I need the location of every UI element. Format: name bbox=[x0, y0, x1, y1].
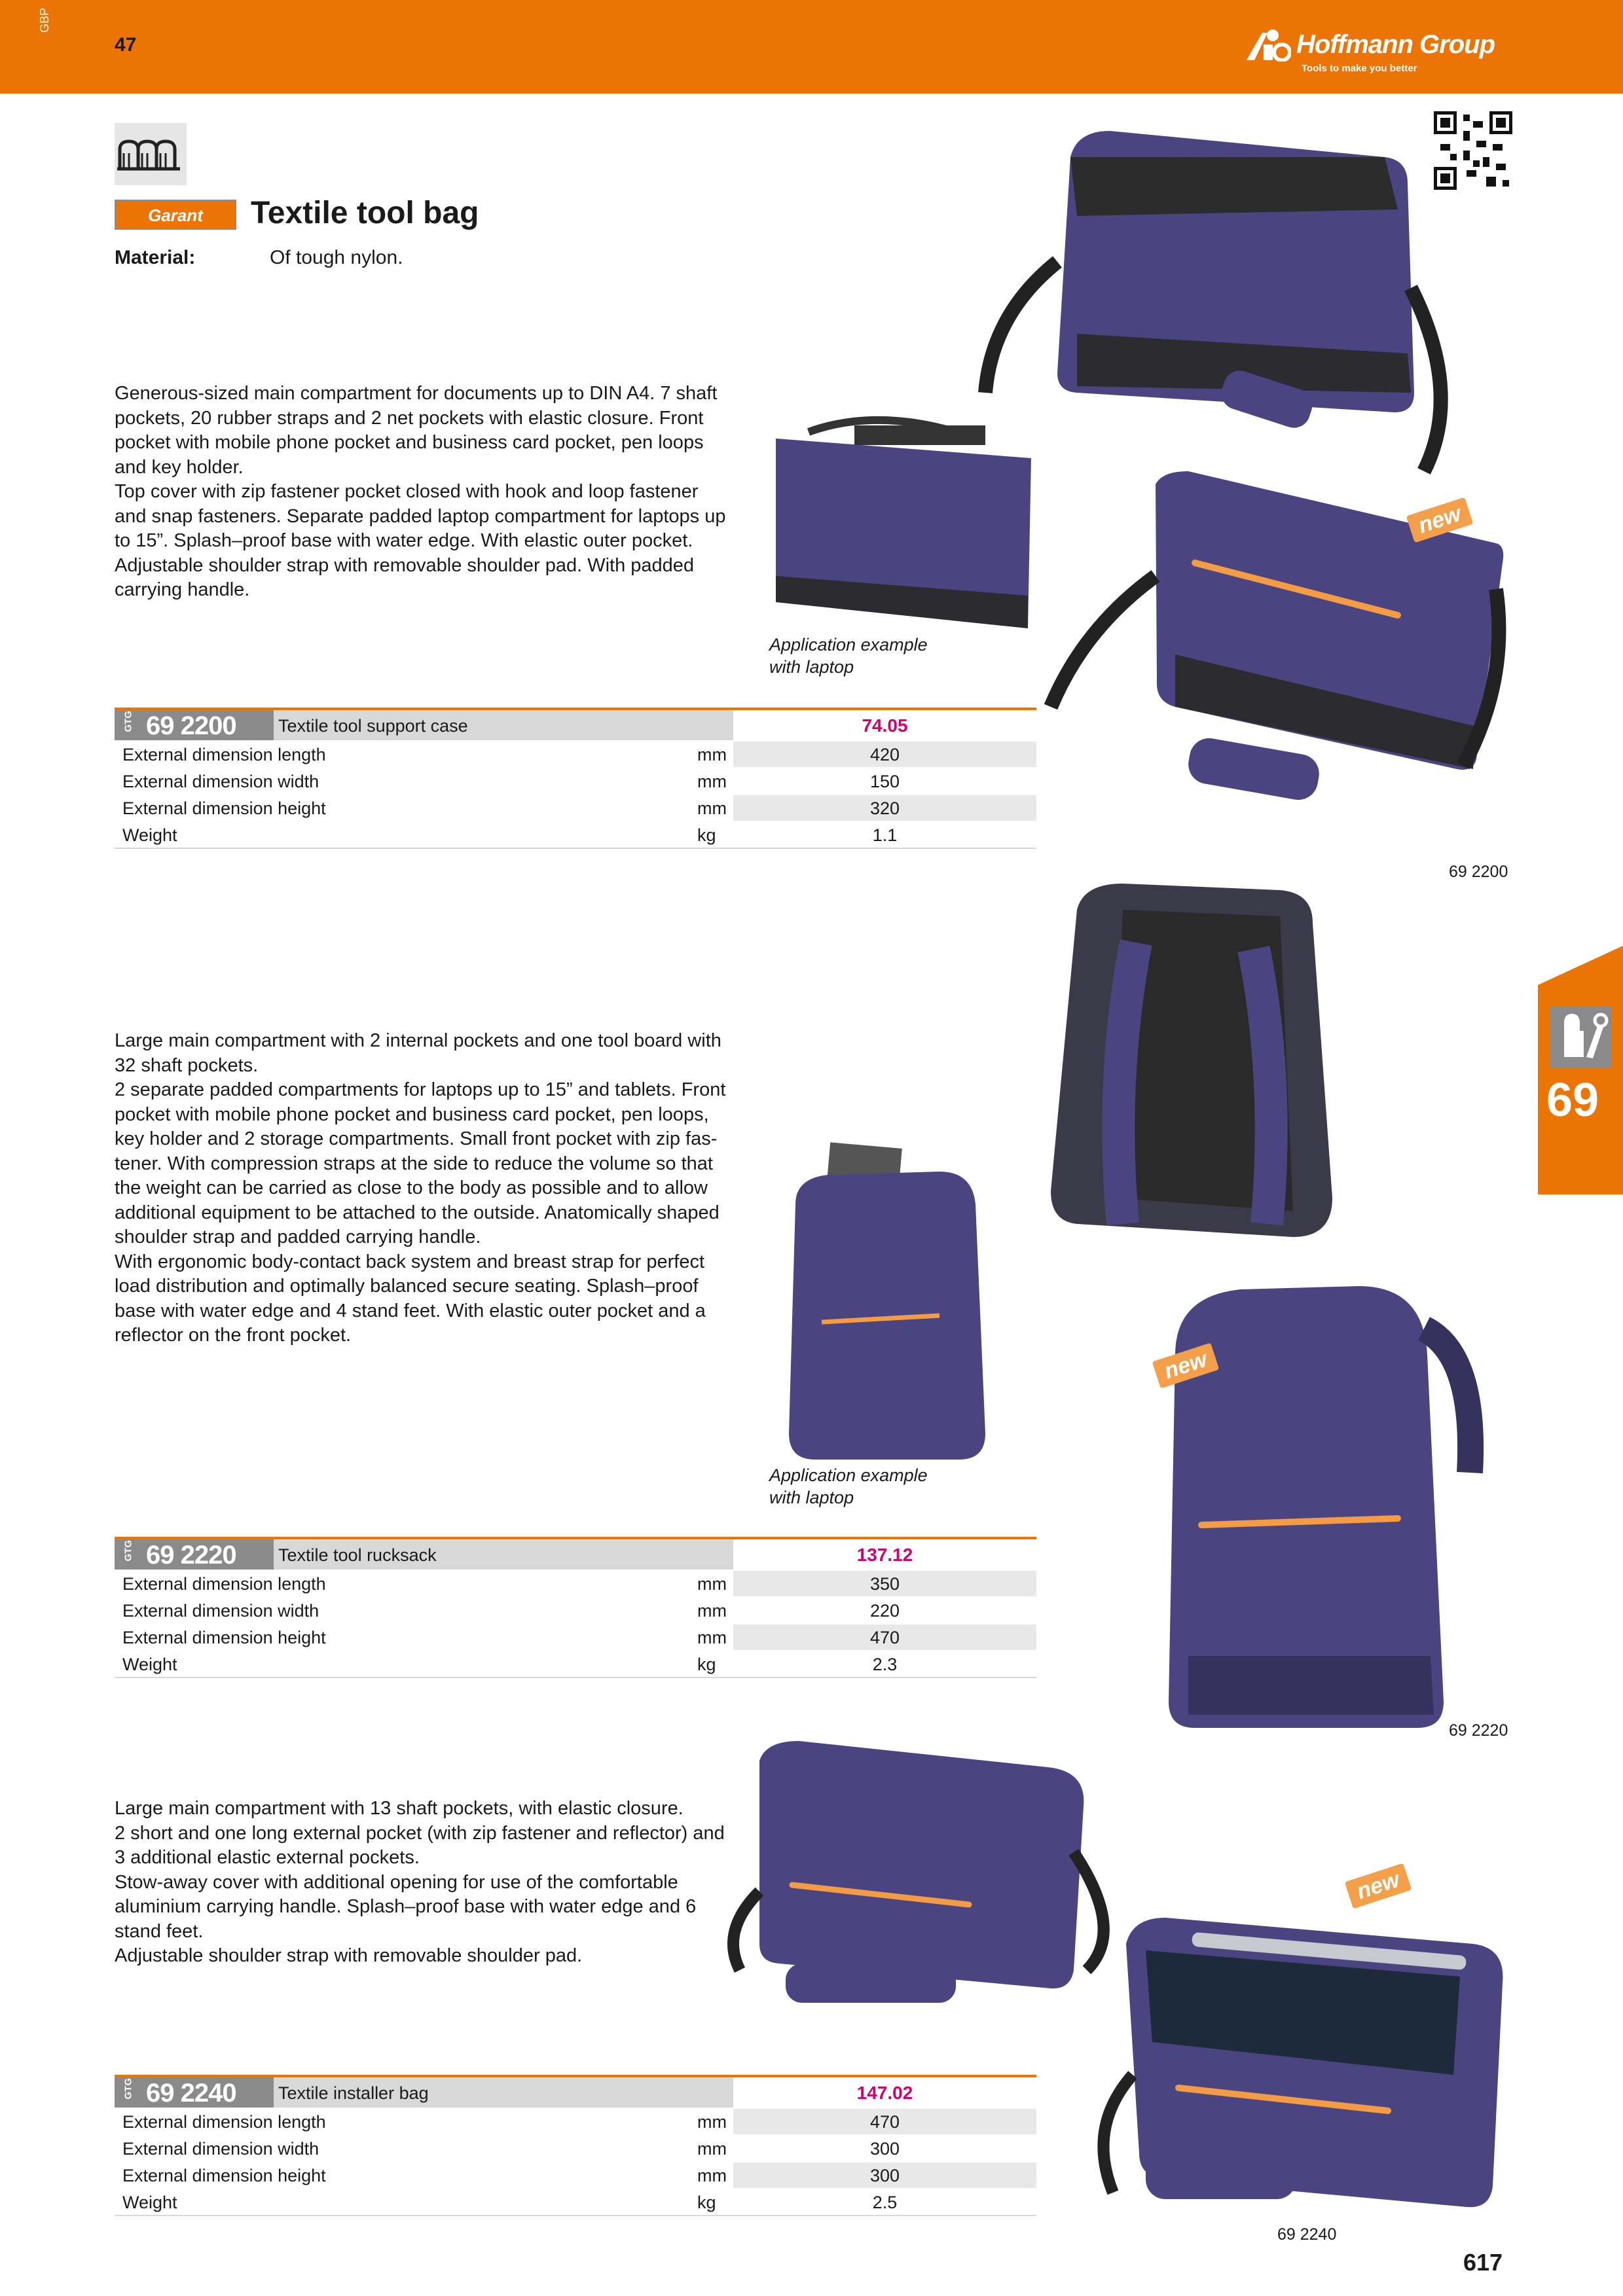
article-table bbox=[115, 1537, 1036, 1677]
caption-application-example: Application example with laptop bbox=[769, 635, 928, 677]
article-number[interactable]: 69 2240 bbox=[146, 2079, 236, 2108]
article-header bbox=[115, 1537, 1036, 1570]
table-row: External dimension length mm 420 bbox=[115, 740, 1036, 767]
new-badge: new bbox=[1406, 497, 1474, 543]
article-prefix: GTG bbox=[122, 1540, 134, 1562]
material-value: Of tough nylon. bbox=[270, 247, 403, 268]
new-badge: new bbox=[1152, 1343, 1220, 1389]
logo-tagline: Tools to make you better bbox=[1302, 63, 1417, 74]
hoffmann-logo[interactable] bbox=[1244, 26, 1519, 79]
table-row: Weight kg 2.3 bbox=[115, 1650, 1036, 1677]
garant-badge: Garant bbox=[115, 200, 236, 230]
tool-bag-category-icon bbox=[115, 123, 187, 185]
article-prefix: GTG bbox=[122, 2078, 134, 2100]
section-number: 69 bbox=[1546, 1074, 1599, 1126]
table-row: External dimension width mm 220 bbox=[115, 1596, 1036, 1623]
description-rucksack: Large main compartment with 2 internal pockets and one tool board with 32 shaft pockets. 2 separate padded compartments for laptops up to 15” and tablets. Front pocket with mobile phone pocket and business card pocket, pen loops, key holder and 2 storage compartments. Small front pocket with zip fas-tener. With compression straps at the side to reduce the volume so that the weight can be carried as close to the body as possible and to allow additional equipment to be attached to the outside. Anatomically shaped shoulder strap and padded carrying handle. With ergonomic body-contact back system and breast strap for perfect load distribution and optimally balanced secure seating. Splash–proof base with water edge and 4 stand feet. With elastic outer pocket and a reflector on the front pocket. bbox=[115, 1030, 726, 1346]
article-price: 147.02 bbox=[856, 2083, 913, 2103]
image-code: 69 2240 bbox=[1277, 2225, 1337, 2244]
table-row: Weight kg 2.5 bbox=[115, 2188, 1036, 2215]
description-bag: Generous-sized main compartment for documents up to DIN A4. 7 shaft pockets, 20 rubber straps and 2 net pockets with elastic closure. Front pocket with mobile phone pocket and business card pocket, pen loops and key holder. Top cover with zip fastener pocket closed with hook and loop fastener and snap fasteners. Separate padded laptop compartment for laptops up to 15”. Splash–proof base with water edge. With elastic outer pocket. Adjustable shoulder strap with removable shoulder pad. With padded carrying handle. bbox=[115, 383, 726, 600]
article-name: Textile installer bag bbox=[278, 2083, 429, 2103]
table-row: External dimension length mm 350 bbox=[115, 1570, 1036, 1596]
new-badge: new bbox=[1345, 1863, 1412, 1909]
article-number[interactable]: 69 2220 bbox=[146, 1541, 236, 1570]
article-table bbox=[115, 708, 1036, 848]
table-row: External dimension height mm 300 bbox=[115, 2161, 1036, 2188]
article-number[interactable]: 69 2200 bbox=[146, 711, 236, 740]
article-name: Textile tool rucksack bbox=[278, 1545, 437, 1565]
article-price: 137.12 bbox=[856, 1545, 913, 1565]
image-code: 69 2220 bbox=[1449, 1721, 1508, 1740]
article-prefix: GTG bbox=[122, 711, 134, 732]
article-header bbox=[115, 708, 1036, 740]
table-row: External dimension height mm 320 bbox=[115, 794, 1036, 821]
side-code: GBP bbox=[38, 7, 51, 33]
table-row: Weight kg 1.1 bbox=[115, 821, 1036, 848]
logo-title: Hoffmann Group bbox=[1296, 30, 1495, 59]
article-name: Textile tool support case bbox=[278, 716, 468, 736]
section-tab[interactable] bbox=[1538, 946, 1623, 1194]
material-label: Material: bbox=[115, 247, 196, 268]
table-row: External dimension width mm 150 bbox=[115, 767, 1036, 794]
page-number-top: 47 bbox=[115, 34, 137, 56]
description-installer: Large main compartment with 13 shaft pockets, with elastic closure. 2 short and one long external pocket (with zip fastener and reflector) and 3 additional elastic external pockets. Stow-away cover with additional opening for use of the comfortable aluminium carrying handle. Splash–proof base with water edge and 6 stand feet. Adjustable shoulder strap with removable shoulder pad. bbox=[115, 1798, 725, 1966]
article-price: 74.05 bbox=[862, 715, 908, 736]
hoffmann-logo-icon bbox=[1244, 29, 1291, 62]
page-number-bottom: 617 bbox=[1463, 2249, 1503, 2276]
article-header bbox=[115, 2075, 1036, 2108]
caption-application-example: Application example with laptop bbox=[769, 1465, 928, 1507]
product-title: Textile tool bag bbox=[251, 196, 479, 230]
image-code: 69 2200 bbox=[1449, 863, 1508, 881]
table-row: External dimension height mm 470 bbox=[115, 1623, 1036, 1650]
table-row: External dimension width mm 300 bbox=[115, 2134, 1036, 2161]
table-row: External dimension length mm 470 bbox=[115, 2108, 1036, 2134]
article-table bbox=[115, 2075, 1036, 2215]
